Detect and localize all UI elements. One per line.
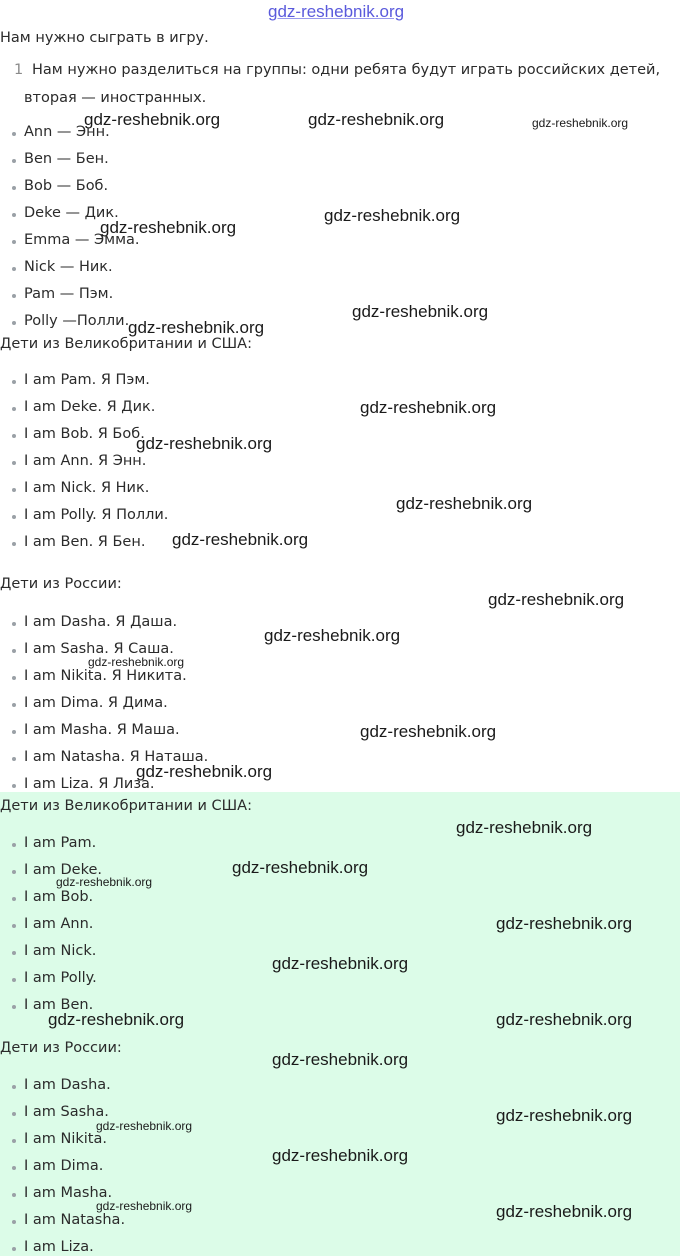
list-item: Emma — Эмма. (12, 232, 140, 248)
list-item: I am Liza. (12, 1239, 94, 1255)
list-item: I am Ben. Я Бен. (12, 534, 145, 550)
list-item: I am Nikita. Я Никита. (12, 668, 187, 684)
list-item: I am Nick. (12, 943, 96, 959)
watermark: gdz-reshebnik.org (272, 1146, 409, 1165)
watermark: gdz-reshebnik.org (496, 1106, 633, 1125)
watermark: gdz-reshebnik.org (88, 655, 185, 669)
watermark: gdz-reshebnik.org (496, 1010, 633, 1029)
list-item: I am Deke. Я Дик. (12, 399, 155, 415)
list-item: I am Dima. Я Дима. (12, 695, 168, 711)
watermark: gdz-reshebnik.org (96, 1199, 193, 1213)
watermark: gdz-reshebnik.org (352, 302, 489, 321)
list-item: Pam — Пэм. (12, 286, 113, 302)
list-item: I am Bob. Я Боб. (12, 426, 145, 442)
watermark: gdz-reshebnik.org (128, 318, 265, 337)
section-heading: Дети из Великобритании и США: (0, 798, 252, 814)
watermark: gdz-reshebnik.org (172, 530, 309, 549)
watermark: gdz-reshebnik.org (324, 206, 461, 225)
watermark: gdz-reshebnik.org (396, 494, 533, 513)
watermark: gdz-reshebnik.org (264, 626, 401, 645)
list-item: Polly —Полли. (12, 313, 129, 329)
watermark: gdz-reshebnik.org (360, 398, 497, 417)
list-item: I am Masha. (12, 1185, 112, 1201)
list-item: I am Dasha. Я Даша. (12, 614, 177, 630)
list-item: I am Nick. Я Ник. (12, 480, 149, 496)
watermark: gdz-reshebnik.org (272, 954, 409, 973)
step-line-2: вторая — иностранных. (24, 90, 207, 106)
watermark: gdz-reshebnik.org (456, 818, 593, 837)
watermark: gdz-reshebnik.org (232, 858, 369, 877)
watermark: gdz-reshebnik.org (96, 1119, 193, 1133)
watermark: gdz-reshebnik.org (100, 218, 237, 237)
list-item: I am Pam. (12, 835, 96, 851)
list-item: I am Bob. (12, 889, 93, 905)
step-number: 1 (14, 62, 24, 78)
list-item: I am Nikita. (12, 1131, 107, 1147)
list-item: I am Ben. (12, 997, 93, 1013)
list-item: I am Masha. Я Маша. (12, 722, 180, 738)
watermark: gdz-reshebnik.org (272, 1050, 409, 1069)
list-item: I am Natasha. (12, 1212, 125, 1228)
section-heading: Дети из России: (0, 1040, 122, 1056)
watermark: gdz-reshebnik.org (84, 110, 221, 129)
section-heading: Дети из Великобритании и США: (0, 336, 252, 352)
watermark: gdz-reshebnik.org (136, 762, 273, 781)
list-item: I am Ann. (12, 916, 93, 932)
list-item: Ben — Бен. (12, 151, 109, 167)
watermark: gdz-reshebnik.org (308, 110, 445, 129)
list-item: I am Dima. (12, 1158, 103, 1174)
watermark-top: gdz-reshebnik.org (268, 2, 405, 21)
list-item: Nick — Ник. (12, 259, 113, 275)
section-heading: Дети из России: (0, 576, 122, 592)
list-item: I am Ann. Я Энн. (12, 453, 146, 469)
watermark: gdz-reshebnik.org (56, 875, 153, 889)
watermark: gdz-reshebnik.org (496, 1202, 633, 1221)
list-item: Bob — Боб. (12, 178, 108, 194)
list-item: I am Dasha. (12, 1077, 111, 1093)
watermark: gdz-reshebnik.org (48, 1010, 185, 1029)
list-item: I am Sasha. (12, 1104, 109, 1120)
list-item: I am Natasha. Я Наташа. (12, 749, 208, 765)
list-item: I am Deke. (12, 862, 102, 878)
watermark: gdz-reshebnik.org (136, 434, 273, 453)
watermark: gdz-reshebnik.org (488, 590, 625, 609)
list-item: I am Liza. Я Лиза. (12, 776, 155, 792)
list-item: I am Sasha. Я Саша. (12, 641, 174, 657)
list-item: I am Pam. Я Пэм. (12, 372, 150, 388)
watermark: gdz-reshebnik.org (496, 914, 633, 933)
list-item: I am Polly. (12, 970, 97, 986)
intro-text: Нам нужно сыграть в игру. (0, 30, 209, 46)
watermark: gdz-reshebnik.org (360, 722, 497, 741)
list-item: Ann — Энн. (12, 124, 110, 140)
step-line-1: Нам нужно разделиться на группы: одни ребята будут играть российских детей, (32, 62, 661, 78)
list-item: Deke — Дик. (12, 205, 119, 221)
watermark: gdz-reshebnik.org (532, 116, 629, 130)
list-item: I am Polly. Я Полли. (12, 507, 168, 523)
